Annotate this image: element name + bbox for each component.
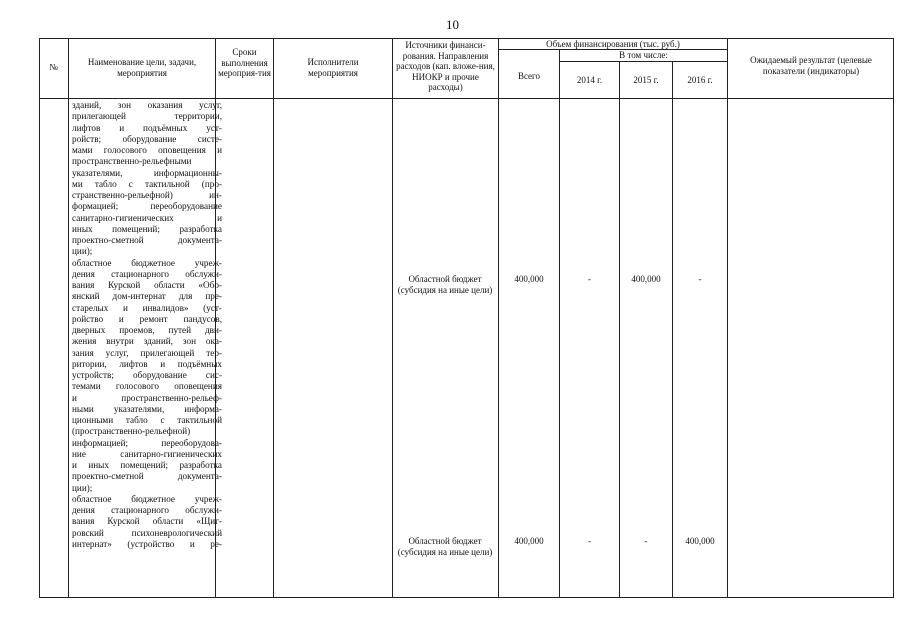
description-line: областное бюджетное учреж- [72,257,222,268]
table-top-border [39,38,894,39]
description-line: указателями, информационны- [72,167,222,178]
col-border [273,38,274,598]
measure-description [72,100,222,550]
description-line: зданий, зон оказания услуг, [72,100,222,110]
description-line: странственно-рельефной) ин- [72,190,222,200]
header-bottom-border [39,98,894,99]
row2-source: Областной бюджет (субсидия на иные цели) [397,536,493,557]
col-border [68,38,69,598]
description-line: прилегающей территории, [72,111,222,122]
row2-2015: - [644,536,648,546]
description-line: ми табло с тактильной (про- [72,178,222,189]
header-total: Всего [517,71,541,81]
description-line: ритории, лифтов и подъёмных [72,358,222,369]
description-line: ровский психоневрологический [72,527,222,538]
row1-source: Областной бюджет (субсидия на иные цели) [397,274,493,295]
description-line: дверных проемов, путей дви- [72,325,222,335]
description-line: иных помещений; разработка [72,223,222,234]
row1-2015: 400,000 [631,274,661,284]
header-no: № [49,62,58,72]
col-border [619,61,620,598]
row2-2014: - [588,536,591,546]
description-line: старелых и инвалидов» (уст- [72,302,222,313]
years-divider [559,61,727,62]
description-line: проектно-сметной документа- [72,471,222,482]
description-line: и пространственно-рельеф- [72,392,222,403]
header-sources: Источники финанси-рования. Направления расходов (кап. вложе-ния, НИОКР и прочие расходы) [396,40,495,92]
description-line: янский дом-интернат для пре- [72,291,222,302]
row2-2016: 400,000 [685,536,715,546]
page-number: 10 [446,17,459,32]
row1-2016: - [698,274,702,284]
col-border [39,38,40,598]
col-border [727,38,728,598]
row1-total: 400,000 [514,274,544,284]
description-line: областное бюджетное учреж- [72,493,222,504]
description-line: санитарно-гигиенических и [72,212,222,223]
description-line: ции); [72,246,93,257]
description-line: информацией; переоборудова- [72,437,222,448]
description-line: ние санитарно-гигиенических [72,448,222,459]
header-result: Ожидаемый результат (целевые показатели (индикаторы) [750,55,872,76]
header-incl: В том числе: [619,50,668,60]
description-line: формацией; переоборудование [72,201,222,212]
program-table [39,38,894,598]
header-2015: 2015 г. [633,75,659,85]
col-border [392,38,393,598]
description-line: ционными табло с тактильной [72,415,222,425]
description-line: устройств; оборудование сис- [72,370,222,380]
description-line: ции); [72,482,93,493]
header-2016: 2016 г. [687,75,713,85]
description-line: вания Курской области «Щиг- [72,516,222,527]
col-border [559,49,560,598]
description-line: жения внутри зданий, зон ока- [72,336,222,347]
description-line: проектно-сметной документа- [72,235,222,245]
description-line: интернат» (устройство и ре- [72,538,222,549]
description-line: ными указателями, информа- [72,403,222,414]
col-border [672,61,673,598]
header-financing-group: Объем финансирования (тыс. руб.) [546,39,680,49]
description-line: пространственно-рельефными [72,156,192,167]
header-executors: Исполнители мероприятия [307,57,359,78]
row2-total: 400,000 [514,536,544,546]
header-name: Наименование цели, задачи, мероприятия [87,57,197,78]
description-line: ройств; оборудование систе- [72,133,222,144]
description-line: зания услуг, прилегающей тер- [72,347,222,358]
description-line: ройство и ремонт пандусов, [72,313,222,324]
col-border [893,38,894,598]
description-line: (пространственно-рельефной) [72,426,191,437]
row1-2014: - [588,274,591,284]
header-2014: 2014 г. [576,75,603,85]
description-line: лифтов и подъёмных уст- [72,122,222,133]
description-line: и иных помещений; разработка [72,460,222,470]
description-line: дения стационарного обслужи- [72,268,222,279]
description-line: темами голосового оповещения [72,381,222,392]
description-line: вания Курской области «Обо- [72,280,222,290]
table-bottom-border [39,597,894,598]
header-terms: Сроки выполнения мероприя-тия [218,47,271,78]
col-border [498,38,499,598]
description-line: мами голосового оповещения и [72,145,222,155]
description-line: дения стационарного обслужи- [72,505,222,515]
